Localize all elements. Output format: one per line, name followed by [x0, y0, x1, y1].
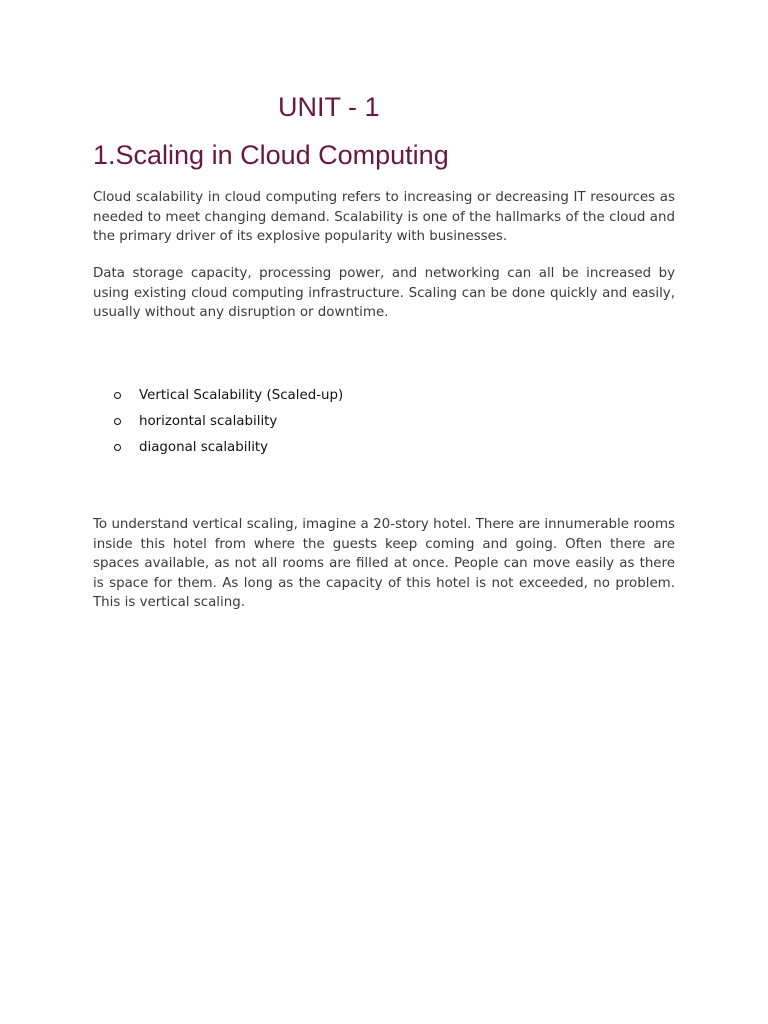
- hollow-circle-icon: [114, 418, 121, 425]
- paragraph-vertical-scaling-example: To understand vertical scaling, imagine a 20-story hotel. There are innumerable rooms inside this hotel from where the guests keep coming and going. Often there are spaces available, as not all rooms are filled at once. People can move easily as there is space for them. As long as the capacity of this hotel is not exceeded, no problem. This is vertical scaling.: [93, 517, 675, 611]
- hollow-circle-icon: [114, 392, 121, 399]
- paragraph-scaling-resources: Data storage capacity, processing power, and networking can all be increased by using existing cloud computing infrastructure. Scaling can be done quickly and easily, usually without any disruption or downtime.: [93, 266, 675, 321]
- list-item-label: Vertical Scalability (Scaled-up): [139, 388, 344, 403]
- list-item-label: diagonal scalability: [139, 440, 269, 455]
- unit-title: UNIT - 1: [278, 92, 380, 122]
- hollow-circle-icon: [114, 444, 121, 451]
- paragraph-scalability-definition: Cloud scalability in cloud computing refers to increasing or decreasing IT resources as needed to meet changing demand. Scalability is one of the hallmarks of the cloud and the primary driver of its explosive popularity with businesses.: [93, 190, 675, 245]
- section-heading: 1.Scaling in Cloud Computing: [93, 140, 449, 170]
- list-item-label: horizontal scalability: [139, 414, 278, 429]
